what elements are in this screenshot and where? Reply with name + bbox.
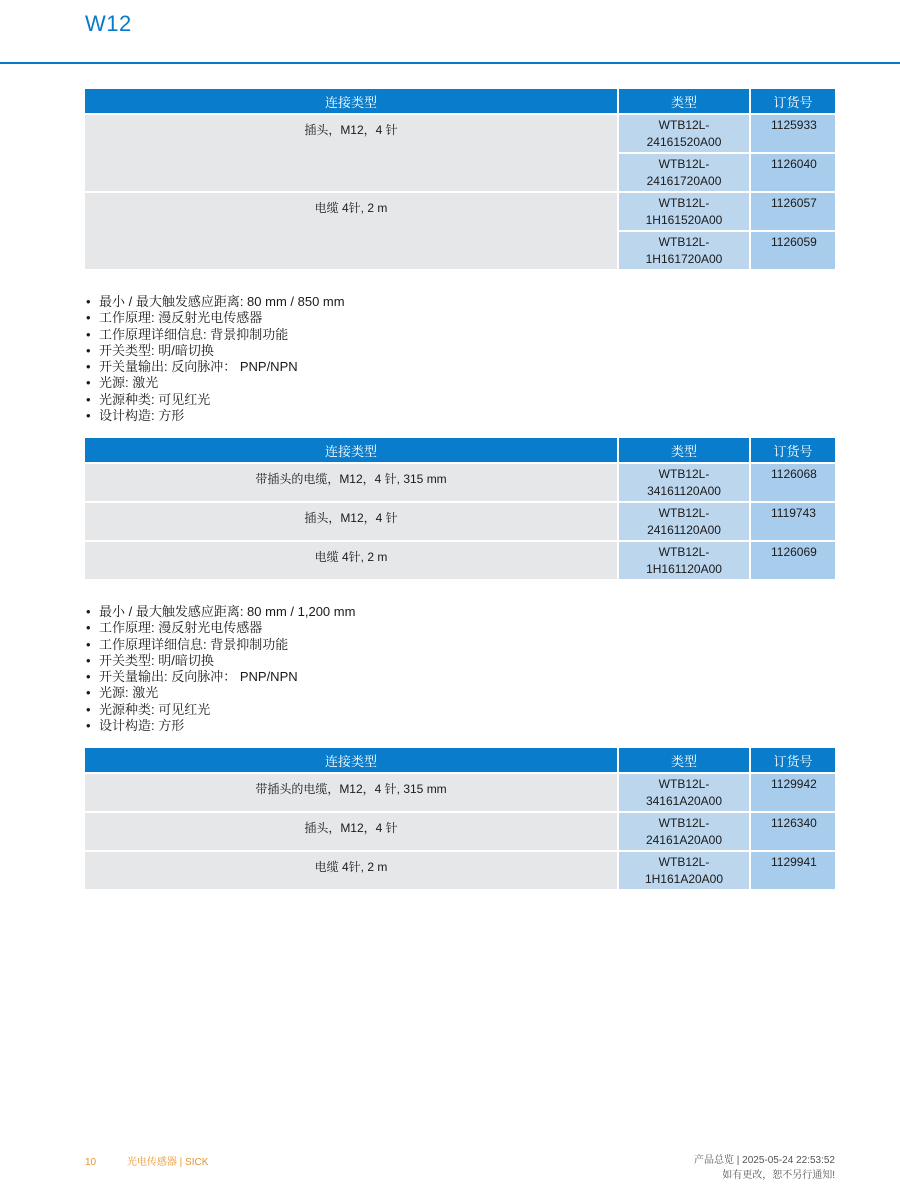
- type-cell: [618, 153, 750, 192]
- connection-cell: 带插头的电缆，M12，4 针, 315 mm: [85, 463, 618, 502]
- list-item: • 设计构造: 方形: [85, 718, 355, 734]
- type-line1: WTB12L-: [658, 777, 710, 791]
- feature-list-2: [85, 604, 355, 734]
- type-cell: [618, 231, 750, 269]
- order-number-cell: 1125933: [750, 114, 835, 153]
- connection-cell: 插头，M12，4 针: [85, 114, 618, 192]
- list-item: • 光源: 激光: [85, 375, 345, 391]
- table-row: [85, 773, 835, 812]
- order-number-cell: 1126068: [750, 463, 835, 502]
- type-line2: 34161A20A00: [645, 794, 723, 808]
- type-cell: [618, 192, 750, 231]
- footer-right: [694, 1153, 835, 1183]
- type-line1: WTB12L-: [658, 467, 710, 481]
- product-table-3: [85, 748, 835, 889]
- order-number-cell: 1126340: [750, 812, 835, 851]
- type-line1: WTB12L-: [658, 196, 710, 210]
- col-header-type: 类型: [618, 89, 750, 114]
- list-item: • 工作原理: 漫反射光电传感器: [85, 310, 345, 326]
- type-line2: 24161720A00: [646, 174, 722, 188]
- table-header-row: [85, 438, 835, 463]
- list-item: • 开关量输出: 反向脉冲： PNP/NPN: [85, 359, 345, 375]
- type-cell: [618, 463, 750, 502]
- order-number-cell: 1119743: [750, 502, 835, 541]
- order-number-cell: 1126059: [750, 231, 835, 269]
- list-item: • 开关类型: 明/暗切换: [85, 653, 355, 669]
- product-table-2: [85, 438, 835, 579]
- type-line1: WTB12L-: [658, 545, 710, 559]
- list-item: • 工作原理: 漫反射光电传感器: [85, 620, 355, 636]
- type-cell: [618, 502, 750, 541]
- connection-cell: 电缆 4针, 2 m: [85, 851, 618, 889]
- list-item: • 工作原理详细信息: 背景抑制功能: [85, 327, 345, 343]
- type-line2: 34161120A00: [647, 484, 721, 498]
- list-item: • 开关类型: 明/暗切换: [85, 343, 345, 359]
- footer-left: [85, 1153, 208, 1168]
- footer-disclaimer: 如有更改，恕不另行通知!: [722, 1170, 835, 1181]
- type-cell: [618, 114, 750, 153]
- connection-cell: 插头，M12，4 针: [85, 812, 618, 851]
- type-line2: 1H161720A00: [645, 252, 723, 266]
- type-line1: WTB12L-: [658, 855, 710, 869]
- type-line1: WTB12L-: [658, 816, 710, 830]
- footer-section: 光电传感器 | SICK: [126, 1157, 209, 1168]
- order-number-cell: 1126069: [750, 541, 835, 579]
- table-row: [85, 192, 835, 231]
- type-cell: [618, 812, 750, 851]
- order-number-cell: 1126040: [750, 153, 835, 192]
- list-item: • 开关量输出: 反向脉冲： PNP/NPN: [85, 669, 355, 685]
- table-row: [85, 502, 835, 541]
- col-header-connection: 连接类型: [85, 748, 618, 773]
- type-line2: 24161120A00: [647, 523, 721, 537]
- connection-cell: 带插头的电缆，M12，4 针, 315 mm: [85, 773, 618, 812]
- table-row: [85, 114, 835, 153]
- list-item: • 最小 / 最大触发感应距离: 80 mm / 850 mm: [85, 294, 345, 310]
- type-cell: [618, 851, 750, 889]
- type-line2: 24161520A00: [646, 135, 722, 149]
- type-line2: 1H161A20A00: [644, 872, 724, 886]
- col-header-type: 类型: [618, 748, 750, 773]
- table-header-row: [85, 89, 835, 114]
- list-item: • 设计构造: 方形: [85, 408, 345, 424]
- table-row: [85, 812, 835, 851]
- page-title: W12: [85, 11, 132, 36]
- footer-overview-timestamp: 产品总览 | 2025-05-24 22:53:52: [693, 1155, 835, 1166]
- connection-cell: 电缆 4针, 2 m: [85, 192, 618, 269]
- header-divider: [0, 62, 900, 64]
- type-line1: WTB12L-: [658, 157, 710, 171]
- type-line1: WTB12L-: [658, 118, 710, 132]
- product-table-1: [85, 89, 835, 269]
- type-line2: 1H161120A00: [646, 562, 722, 576]
- col-header-connection: 连接类型: [85, 89, 618, 114]
- list-item: • 光源: 激光: [85, 685, 355, 701]
- order-number-cell: 1129942: [750, 773, 835, 812]
- list-item: • 最小 / 最大触发感应距离: 80 mm / 1,200 mm: [85, 604, 355, 620]
- order-number-cell: 1129941: [750, 851, 835, 889]
- type-line2: 1H161520A00: [645, 213, 723, 227]
- type-line1: WTB12L-: [658, 506, 710, 520]
- type-cell: [618, 773, 750, 812]
- col-header-order: 订货号: [750, 89, 835, 114]
- type-line1: WTB12L-: [658, 235, 710, 249]
- table-row: [85, 463, 835, 502]
- list-item: • 光源种类: 可见红光: [85, 392, 345, 408]
- col-header-order: 订货号: [750, 438, 835, 463]
- page-number: 10: [85, 1157, 97, 1168]
- type-cell: [618, 541, 750, 579]
- list-item: • 光源种类: 可见红光: [85, 702, 355, 718]
- col-header-order: 订货号: [750, 748, 835, 773]
- list-item: • 工作原理详细信息: 背景抑制功能: [85, 637, 355, 653]
- table-row: [85, 541, 835, 579]
- col-header-type: 类型: [618, 438, 750, 463]
- page-header: [0, 0, 900, 64]
- table-header-row: [85, 748, 835, 773]
- feature-list-1: [85, 294, 345, 424]
- table-row: [85, 851, 835, 889]
- col-header-connection: 连接类型: [85, 438, 618, 463]
- connection-cell: 插头，M12，4 针: [85, 502, 618, 541]
- type-line2: 24161A20A00: [645, 833, 723, 847]
- order-number-cell: 1126057: [750, 192, 835, 231]
- connection-cell: 电缆 4针, 2 m: [85, 541, 618, 579]
